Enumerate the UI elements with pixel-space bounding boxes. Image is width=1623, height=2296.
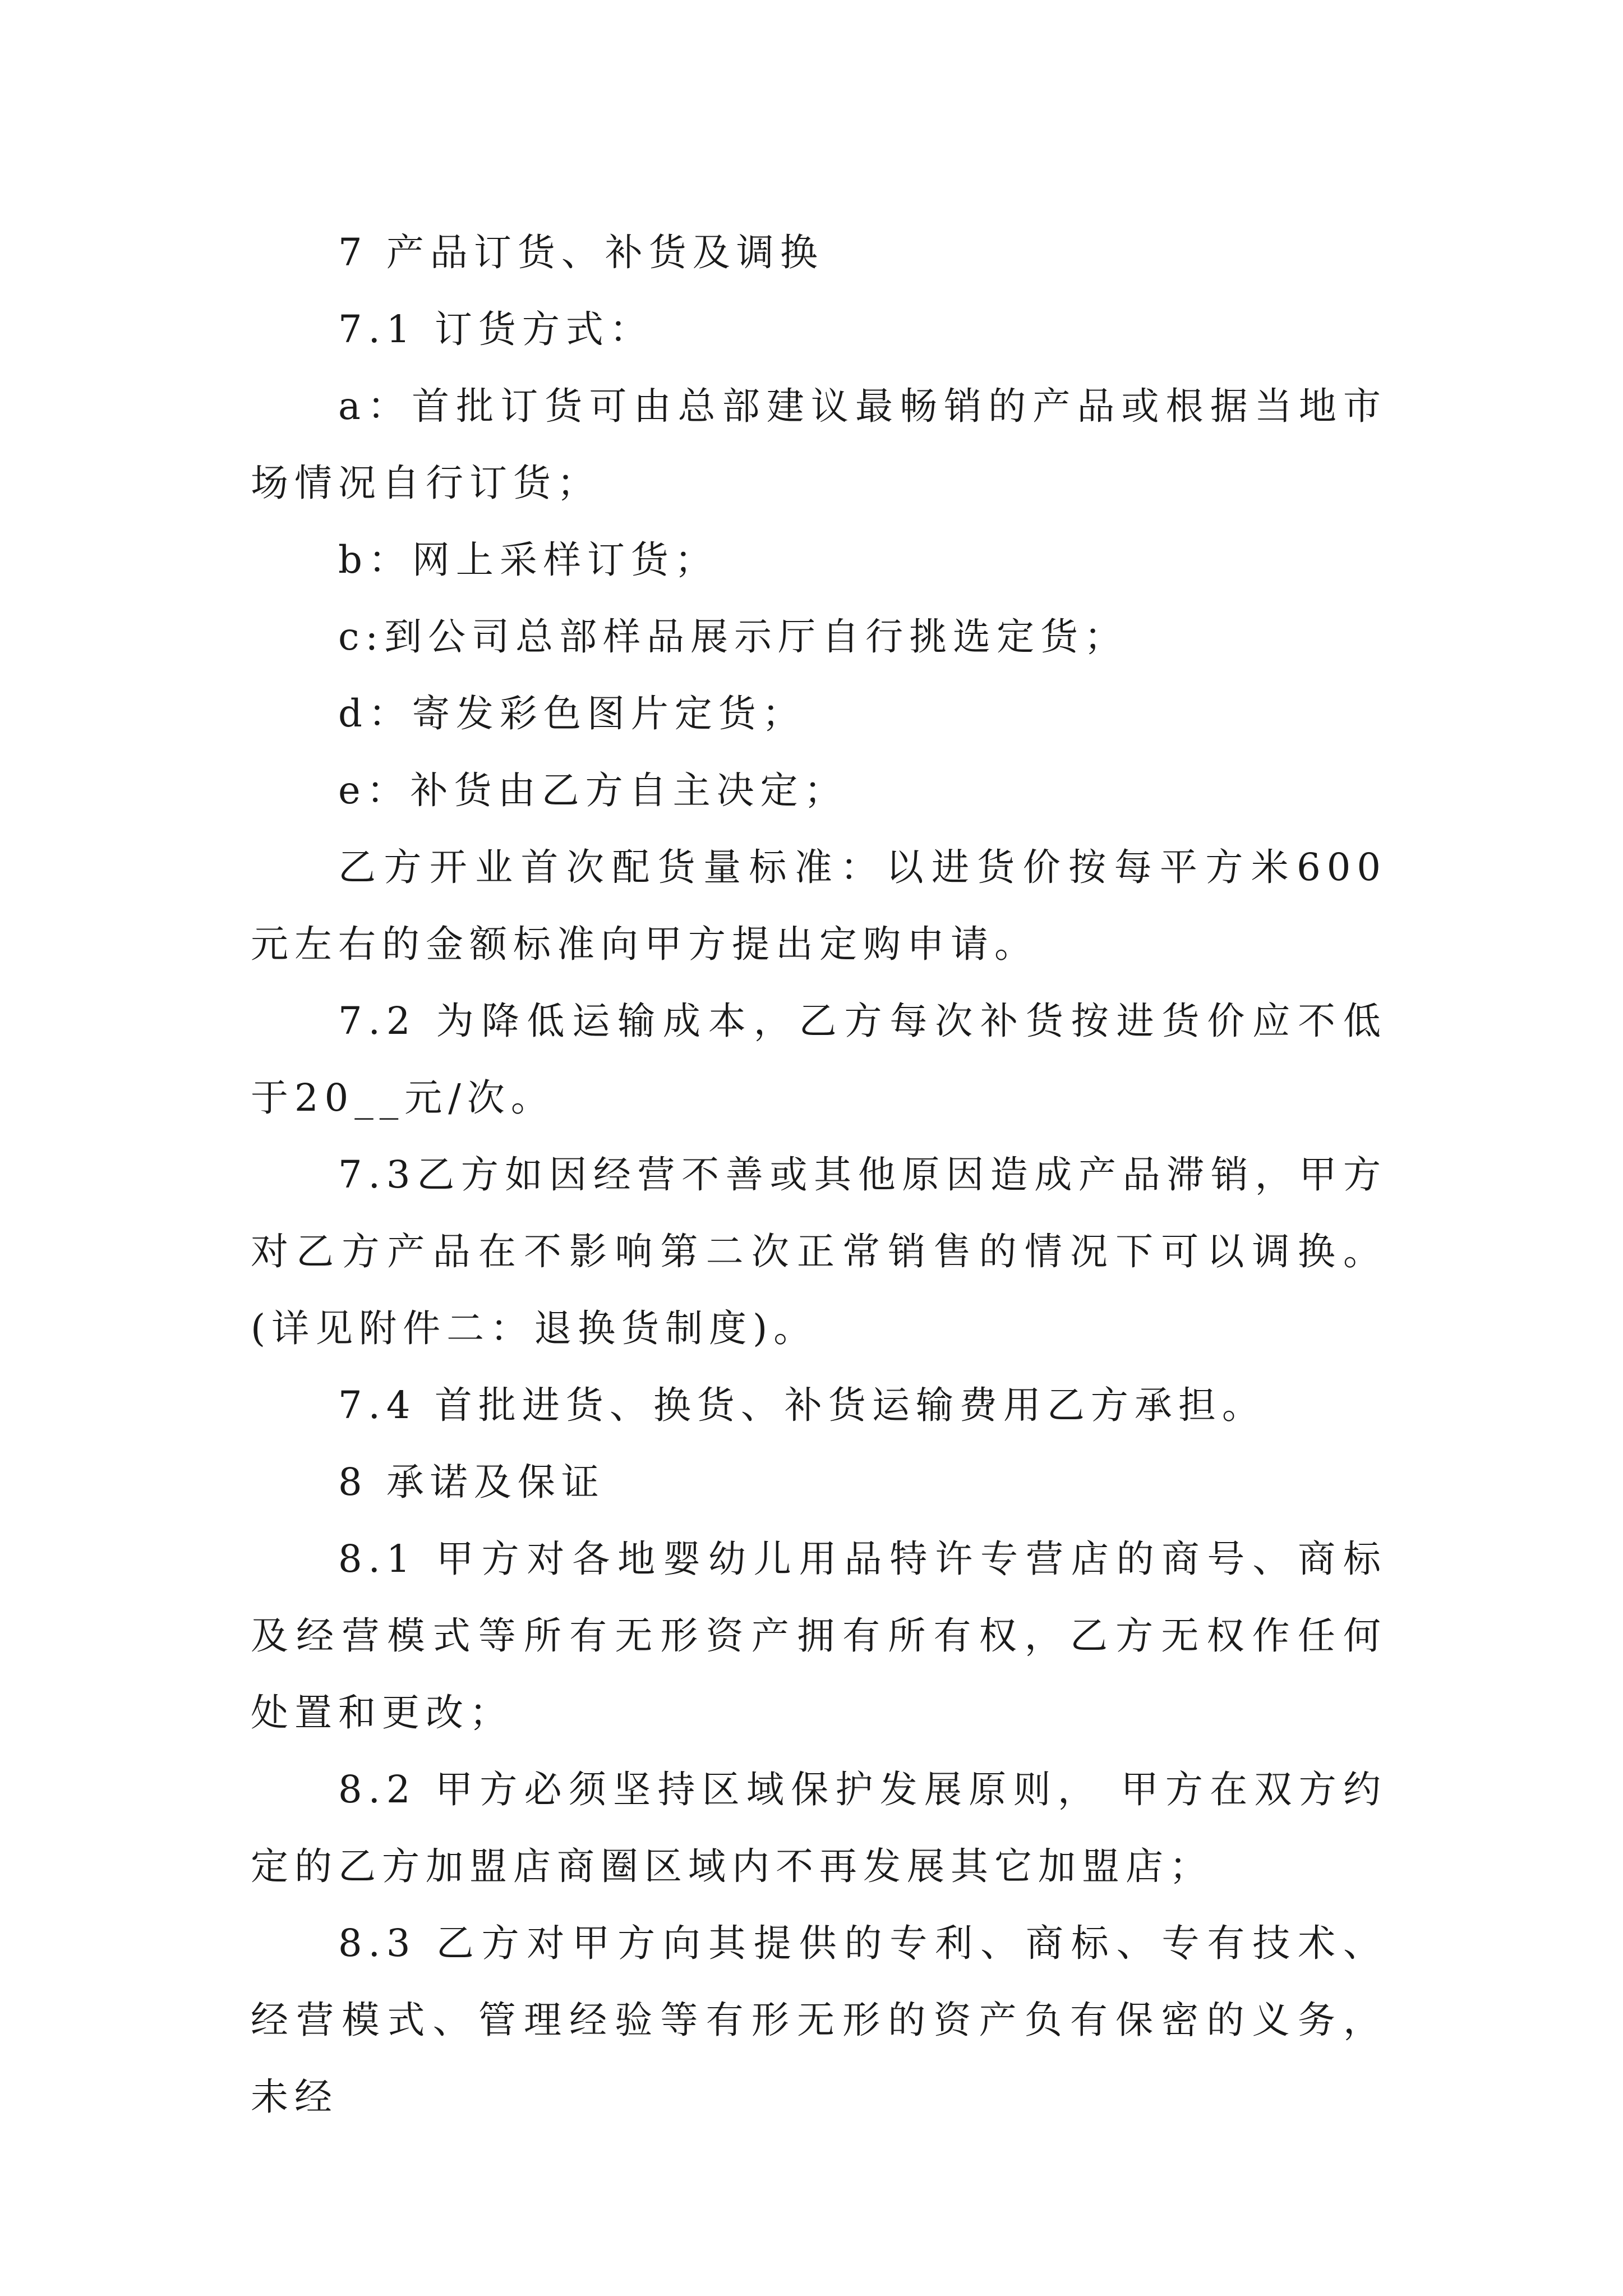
clause-7-1-item-a: a：首批订货可由总部建议最畅销的产品或根据当地市场情况自行订货； [251,384,1387,505]
document-body [251,214,1387,2136]
clause-8-3: 8.3 乙方对甲方向其提供的专利、商标、专有技术、经营模式、管理经验等有形无形的资产负有保密的义务，未经 [251,1921,1387,2119]
clause-7-1-heading: 7.1 订货方式： [338,307,653,351]
clause-8-1: 8.1 甲方对各地婴幼儿用品特许专营店的商号、商标及经营模式等所有无形资产拥有所有权，乙方无权作任何处置和更改； [251,1537,1387,1734]
clause-8-2: 8.2 甲方必须坚持区域保护发展原则， 甲方在双方约定的乙方加盟店商圈区域内不再发展其它加盟店； [251,1768,1387,1888]
section-heading-7: 7 产品订货、补货及调换 [338,231,824,274]
clause-7-1-item-d: d：寄发彩色图片定货； [338,692,806,735]
clause-7-1-item-e: e：补货由乙方自主决定； [338,769,848,812]
clause-7-2: 7.2 为降低运输成本，乙方每次补货按进货价应不低于20__元/次。 [251,999,1387,1120]
clause-7-1-item-c: c:到公司总部样品展示厅自行挑选定货； [338,615,1128,659]
section-heading-8: 8 承诺及保证 [338,1460,605,1504]
initial-stock-standard: 乙方开业首次配货量标准：以进货价按每平方米600元左右的金额标准向甲方提出定购申请。 [251,845,1387,966]
clause-7-1-item-b: b：网上采样订货； [338,538,718,582]
clause-7-4: 7.4 首批进货、换货、补货运输费用乙方承担。 [338,1383,1266,1427]
clause-7-3: 7.3乙方如因经营不善或其他原因造成产品滞销，甲方对乙方产品在不影响第二次正常销售的情况下可以调换。(详见附件二：退换货制度)。 [251,1153,1387,1350]
